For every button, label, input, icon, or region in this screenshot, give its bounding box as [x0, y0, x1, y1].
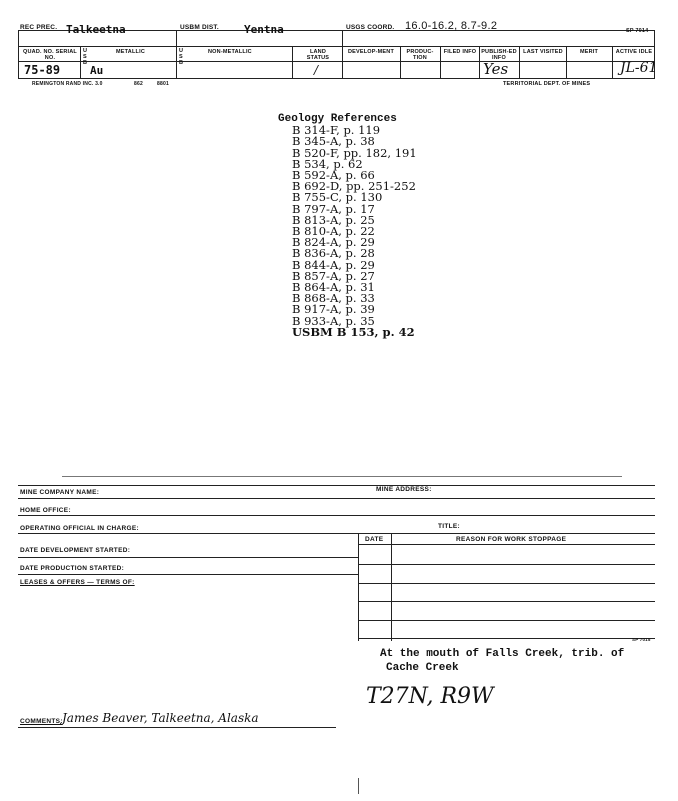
leases-label: LEASES & OFFERS — TERMS OF: — [20, 579, 135, 586]
col-quad-serial: QUAD. NO. SERIAL NO. — [23, 49, 77, 61]
title-label: TITLE: — [438, 523, 461, 530]
reference-item: B 520-F, pp. 182, 191 — [292, 145, 417, 160]
quad-serial-value: 75-89 — [24, 63, 61, 77]
reference-item: B 917-A, p. 39 — [292, 302, 375, 317]
reference-item: B 345-A, p. 38 — [292, 134, 375, 149]
reference-item: B 534, p. 62 — [292, 156, 363, 171]
col-active-idle: ACTIVE IDLE — [615, 49, 653, 55]
reference-item: B 692-D, pp. 251-252 — [292, 179, 416, 194]
land-status-value: / — [314, 63, 319, 77]
reference-item: B 857-A, p. 27 — [292, 268, 375, 283]
col-production: PRODUC-TION — [406, 49, 434, 61]
mine-address-label: MINE ADDRESS: — [376, 486, 432, 493]
reference-item: B 844-A, p. 29 — [292, 257, 375, 272]
geology-references — [278, 114, 417, 338]
township-range: T27N, R9W — [366, 684, 494, 709]
usgs-coord-label: USGS COORD. — [346, 24, 395, 31]
references-last: USBM B 153, p. 42 — [292, 324, 415, 339]
form-number: SP 7014 — [626, 28, 649, 34]
date-production-label: DATE PRODUCTION STARTED: — [20, 565, 125, 572]
reason-column: REASON FOR WORK STOPPAGE — [456, 536, 567, 543]
usbm-dist-value: Yentna — [244, 23, 284, 36]
col-development: DEVELOP-MENT — [347, 49, 395, 55]
printer-number-1: 862 — [134, 81, 143, 87]
location-line-1: At the mouth of Falls Creek, trib. of — [380, 648, 625, 660]
references-list — [278, 125, 417, 327]
col-usb-nonmetal: U S B — [179, 48, 184, 66]
reference-item: B 836-A, p. 28 — [292, 246, 375, 261]
department: TERRITORIAL DEPT. OF MINES — [503, 81, 591, 87]
metallic-value: Au — [90, 64, 104, 77]
references-title: Geology References — [278, 113, 397, 125]
comments-label: COMMENTS: — [20, 718, 63, 725]
reference-item: B 824-A, p. 29 — [292, 235, 375, 250]
reference-item: B 933-A, p. 35 — [292, 313, 375, 328]
date-column: DATE — [365, 536, 384, 543]
location-line-2: Cache Creek — [386, 662, 459, 674]
operating-official-label: OPERATING OFFICIAL IN CHARGE: — [20, 525, 139, 532]
reference-item: B 813-A, p. 25 — [292, 212, 375, 227]
col-land-status: LAND STATUS — [306, 49, 330, 61]
date-development-label: DATE DEVELOPMENT STARTED: — [20, 547, 131, 554]
active-idle-value: JL-61 — [620, 60, 658, 76]
form-number-2: SP 7015 — [632, 637, 651, 642]
col-published-info: PUBLISH-ED INFO — [481, 49, 517, 61]
reference-item: B 864-A, p. 31 — [292, 280, 375, 295]
reference-item: B 755-C, p. 130 — [292, 190, 383, 205]
col-usb-metal: U S B — [83, 48, 88, 66]
col-nonmetallic: NON-METALLIC — [208, 49, 252, 55]
col-filed-info: FILED INFO — [443, 49, 477, 55]
comments-value: James Beaver, Talkeetna, Alaska — [62, 711, 259, 725]
reference-item: B 797-A, p. 17 — [292, 201, 375, 216]
printer-number-2: 8801 — [157, 81, 169, 87]
rec-prec-value: Talkeetna — [66, 23, 126, 36]
home-office-label: HOME OFFICE: — [20, 507, 71, 514]
col-merit: MERIT — [579, 49, 599, 55]
reference-item: B 810-A, p. 22 — [292, 224, 375, 239]
col-metallic: METALLIC — [116, 49, 145, 55]
reference-item: B 592-A, p. 66 — [292, 168, 375, 183]
col-last-visited: LAST VISITED — [523, 49, 563, 55]
published-value: Yes — [483, 60, 509, 78]
reference-item: B 868-A, p. 33 — [292, 291, 375, 306]
rec-prec-label: REC PREC. — [20, 24, 58, 31]
printer-mark: REMINGTON RAND INC. 3.0 — [32, 81, 103, 87]
usbm-dist-label: USBM DIST. — [180, 24, 219, 31]
reference-item: B 314-F, p. 119 — [292, 123, 381, 138]
mine-company-label: MINE COMPANY NAME: — [20, 489, 100, 496]
usgs-coord-value: 16.0-16.2, 8.7-9.2 — [405, 20, 498, 32]
